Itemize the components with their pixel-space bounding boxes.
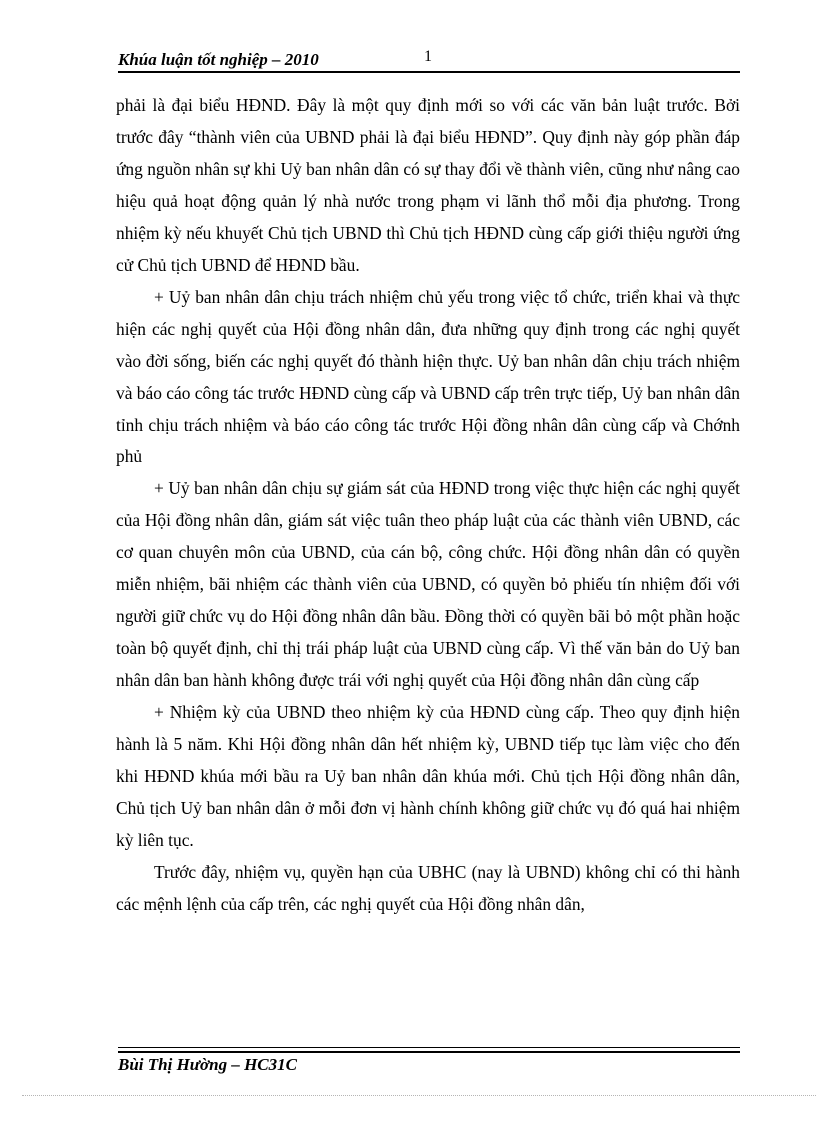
footer-author: Bùi Thị Hường – HC31C (118, 1055, 297, 1074)
page-number: 1 (424, 48, 432, 65)
paragraph-continuation: phải là đại biểu HĐND. Đây là một quy định mới so với các văn bản luật trước. Bởi trước đây “thành viên của UBND phải là đại biểu HĐND”. Quy định này góp phần đáp ứng nguồn nhân sự khi Uỷ ban nhân dân có sự thay đổi về thành viên, cũng như nâng cao hiệu quả hoạt động quản lý nhà nước trong phạm vi lãnh thổ mỗi địa phương. Trong nhiệm kỳ nếu khuyết Chủ tịch UBND thì Chủ tịch HĐND cùng cấp giới thiệu người ứng cử Chủ tịch UBND để HĐND bầu. (116, 95, 740, 275)
page-header (118, 50, 740, 72)
page-boundary (22, 1095, 816, 1096)
paragraph-hdnd-supervision: + Uỷ ban nhân dân chịu sự giám sát của HĐND trong việc thực hiện các nghị quyết của Hội đồng nhân dân, giám sát việc tuân theo pháp luật của các thành viên UBND, các cơ quan chuyên môn của UBND, của cán bộ, công chức. Hội đồng nhân dân có quyền miễn nhiệm, bãi nhiệm các thành viên của UBND, có quyền bỏ phiếu tín nhiệm đối với người giữ chức vụ do Hội đồng nhân dân bầu. Đồng thời có quyền bãi bỏ một phần hoặc toàn bộ quyết định, chỉ thị trái pháp luật của UBND cùng cấp. Vì thế văn bản do Uỷ ban nhân dân ban hành không được trái với nghị quyết của Hội đồng nhân dân cùng cấp (116, 478, 740, 691)
header-title: Khúa luận tốt nghiệp – 2010 (118, 50, 319, 69)
document-body (116, 90, 740, 921)
paragraph-ubhc-history: Trước đây, nhiệm vụ, quyền hạn của UBHC (nay là UBND) không chỉ có thi hành các mệnh lệnh của cấp trên, các nghị quyết của Hội đồng nhân dân, (116, 861, 740, 914)
footer-divider (118, 1047, 740, 1053)
paragraph-ubnd-term: + Nhiệm kỳ của UBND theo nhiệm kỳ của HĐND cùng cấp. Theo quy định hiện hành là 5 năm. Khi Hội đồng nhân dân hết nhiệm kỳ, UBND tiếp tục làm việc cho đến khi HĐND khúa mới bầu ra Uỷ ban nhân dân khúa mới. Chủ tịch Hội đồng nhân dân, Chủ tịch Uỷ ban nhân dân ở mỗi đơn vị hành chính không giữ chức vụ đó quá hai nhiệm kỳ liên tục. (116, 702, 740, 850)
paragraph-ubnd-responsibility: + Uỷ ban nhân dân chịu trách nhiệm chủ yếu trong việc tổ chức, triển khai và thực hiện các nghị quyết của Hội đồng nhân dân, đưa những quy định trong các nghị quyết vào đời sống, biến các nghị quyết đó thành hiện thực. Uỷ ban nhân dân chịu trách nhiệm và báo cáo công tác trước HĐND cùng cấp và UBND cấp trên trực tiếp, Uỷ ban nhân dân tỉnh chịu trách nhiệm và báo cáo công tác trước Hội đồng nhân dân cùng cấp và Chớnh phủ (116, 286, 740, 467)
header-divider (118, 71, 740, 73)
